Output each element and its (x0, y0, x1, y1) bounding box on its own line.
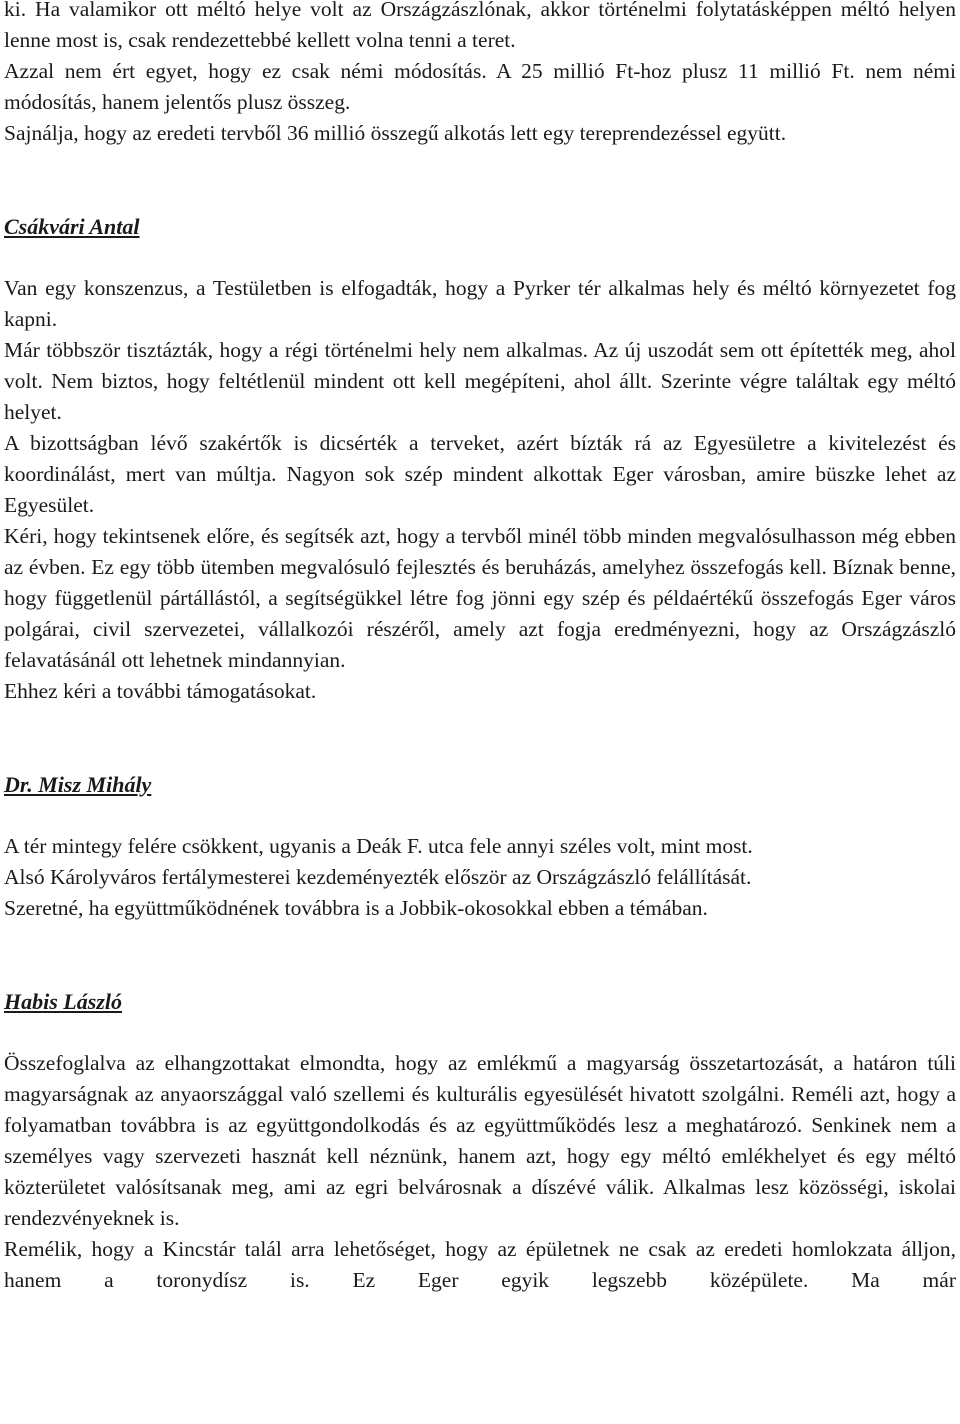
paragraph-3: Sajnálja, hogy az eredeti tervből 36 millió összegű alkotás lett egy tereprendezéssel együtt. (4, 121, 787, 145)
paragraph-13: Remélik, hogy a Kincstár talál arra lehetőséget, hogy az épületnek ne csak az eredeti homlokzata álljon, hanem a toronydísz is. Ez Eger egyik legszebb középülete. Ma már (4, 1237, 956, 1292)
paragraph-5: Már többször tisztázták, hogy a régi történelmi hely nem alkalmas. Az új uszodát sem ott építették meg, ahol volt. Nem biztos, hogy feltétlenül mindent ott kell megépíteni, ahol állt. Szerinte végre találtak egy méltó helyet. (4, 338, 956, 424)
paragraph-6: A bizottságban lévő szakértők is dicsérték a terveket, azért bízták rá az Egyesületre a kivitelezést és koordinálást, mert van múltja. Nagyon sok szép mindent alkottak Eger városban, amire büszke lehet az Egyesület. (4, 431, 956, 517)
speaker-name-habis: Habis László (4, 989, 122, 1014)
paragraph-7: Kéri, hogy tekintsenek előre, és segítsék azt, hogy a tervből minél több minden megvalósulhasson még ebben az évben. Ez egy több ütemben megvalósuló fejlesztés és beruházás, amelyhez összefogás kell. Bíznak benne, hogy függetlenül pártállástól, a segítségükkel létre fog jönni egy szép és példaértékű összefogás Eger város polgárai, civil szervezetei, vállalkozói részéről, amely azt fogja eredményezni, hogy az Országzászló felavatásánál ott lehetnek mindannyian. (4, 524, 956, 672)
paragraph-8: Ehhez kéri a további támogatásokat. (4, 679, 317, 703)
paragraph-11: Szeretné, ha együttműködnének továbbra is a Jobbik-okosokkal ebben a témában. (4, 896, 708, 920)
speaker-name-csakvari: Csákvári Antal (4, 214, 140, 239)
spacer (4, 149, 956, 211)
spacer (4, 924, 956, 986)
paragraph-2: Azzal nem ért egyet, hogy ez csak némi módosítás. A 25 millió Ft-hoz plusz 11 millió Ft. nem némi módosítás, hanem jelentős plusz összeg. (4, 59, 956, 114)
paragraph-10: Alsó Károlyváros fertálymesterei kezdeményezték először az Országzászló felállítását. (4, 865, 752, 889)
spacer (4, 242, 956, 273)
document-page (4, 0, 956, 1296)
paragraph-1: ki. Ha valamikor ott méltó helye volt az Országzászlónak, akkor történelmi folytatásképpen méltó helyen lenne most is, csak rendezettebbé kellett volna tenni a teret. (4, 0, 956, 52)
paragraph-9: A tér mintegy felére csökkent, ugyanis a Deák F. utca fele annyi széles volt, mint most. (4, 834, 753, 858)
spacer (4, 800, 956, 831)
spacer (4, 1017, 956, 1048)
paragraph-12: Összefoglalva az elhangzottakat elmondta, hogy az emlékmű a magyarság összetartozását, a határon túli magyarságnak az anyaországgal való szellemi és kulturális egyesülését hivatott szolgálni. Reméli azt, hogy a folyamatban továbbra is az együttgondolkodás és az együttműködés lesz a meghatározó. Senkinek nem a személyes vagy szervezeti hasznát kell néznünk, hanem azt, hogy egy méltó emlékhelyet és egy méltó közterületet valósítsanak meg, ami az egri belvárosnak a díszévé válik. Alkalmas lesz közösségi, iskolai rendezvényeknek is. (4, 1051, 956, 1230)
paragraph-4: Van egy konszenzus, a Testületben is elfogadták, hogy a Pyrker tér alkalmas hely és méltó környezetet fog kapni. (4, 276, 956, 331)
speaker-name-misz: Dr. Misz Mihály (4, 772, 152, 797)
spacer (4, 707, 956, 769)
